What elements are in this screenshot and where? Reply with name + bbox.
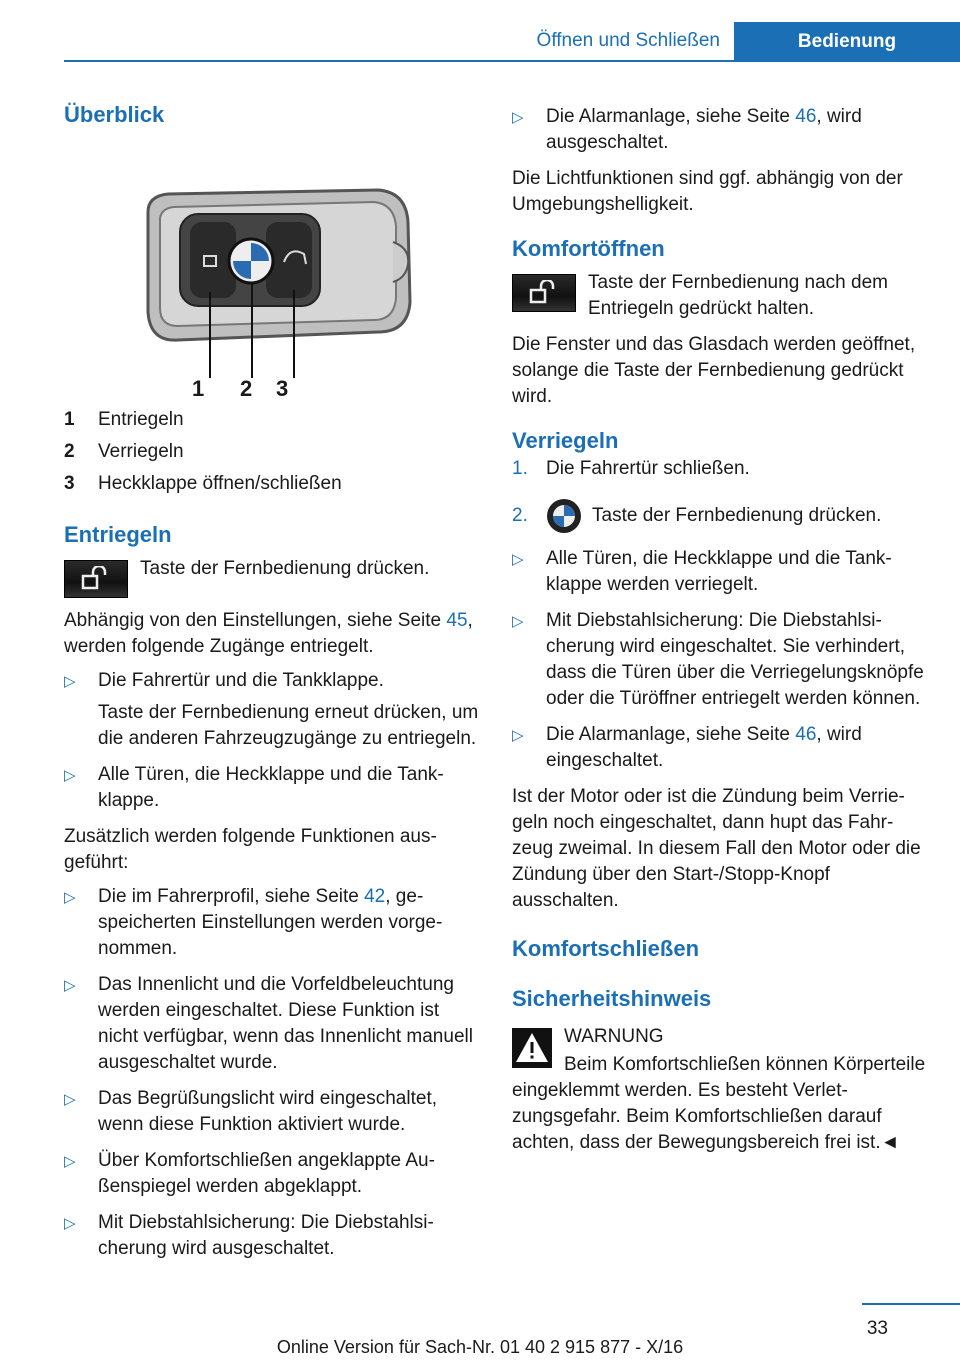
section-title-verriegeln: Verriegeln bbox=[512, 428, 619, 453]
paragraph: Abhängig von den Einstellungen, siehe Seite 45, werden folgende Zugänge entriegelt. bbox=[64, 610, 473, 657]
left-column bbox=[64, 100, 479, 1272]
step-item: 1. Die Fahrertür schließen. bbox=[512, 458, 750, 479]
figure-label-2: 2 bbox=[240, 376, 253, 401]
footer-rule bbox=[862, 1303, 960, 1305]
legend-item: 3 Heckklappe öffnen/schließen bbox=[64, 473, 342, 494]
list-item: ▷ Über Komfortschließen angeklappte Außenspiegel werden abgeklappt. bbox=[64, 1148, 479, 1200]
bmw-logo-icon bbox=[546, 498, 582, 534]
page-link-45[interactable]: 45 bbox=[446, 610, 468, 631]
legend-item: 2 Verriegeln bbox=[64, 441, 184, 462]
triangle-bullet-icon: ▷ bbox=[64, 673, 76, 690]
header-rule bbox=[64, 60, 960, 62]
triangle-bullet-icon: ▷ bbox=[64, 889, 76, 906]
list-item: ▷ Mit Diebstahlsicherung: Die Diebstahlsicherung wird eingeschaltet. Sie verhindert, dass die Türen über die Verriegelungsknöpfe oder die Türöffner entriegelt werden können. bbox=[512, 608, 927, 712]
paragraph: Die Lichtfunktionen sind ggf. abhängig von der Umgebungshelligkeit. bbox=[512, 168, 903, 215]
paragraph: Zusätzlich werden folgende Funktionen ausgeführt: bbox=[64, 826, 437, 873]
step-item: 2. Taste der Fernbedienung drücken. bbox=[512, 498, 927, 534]
remote-key-figure bbox=[138, 182, 418, 382]
list-item: ▷ Die Fahrertür und die Tankklappe. Taste der Fernbedienung erneut drücken, um die anderen Fahrzeugzugänge zu entriegeln. bbox=[64, 668, 479, 752]
footer-text: Online Version für Sach-Nr. 01 40 2 915 877 - X/16 bbox=[276, 1337, 684, 1357]
figure-legend bbox=[64, 404, 479, 500]
legend-item: 1 Entriegeln bbox=[64, 409, 184, 430]
paragraph: Ist der Motor oder ist die Zündung beim Verriegeln noch eingeschaltet, dann hupt das Fahrzeug zweimal. In diesem Fall den Motor oder die Zündung über den Start-/Stopp-Knopf ausschalten. bbox=[512, 786, 921, 911]
triangle-bullet-icon: ▷ bbox=[64, 767, 76, 784]
unlock-key-icon bbox=[64, 560, 128, 598]
page-link-46[interactable]: 46 bbox=[795, 106, 817, 127]
page-number: 33 bbox=[866, 1318, 888, 1339]
page-link-42[interactable]: 42 bbox=[364, 886, 386, 907]
header-section-title: Öffnen und Schließen bbox=[536, 30, 720, 51]
paragraph: Die Fenster und das Glasdach werden geöffnet, solange die Taste der Fernbedienung gedrückt wird. bbox=[512, 334, 916, 407]
key-instruction: Taste der Fernbedienung drücken. bbox=[64, 556, 479, 598]
warning-heading: WARNUNG bbox=[564, 1026, 664, 1047]
triangle-bullet-icon: ▷ bbox=[64, 977, 76, 994]
step-list bbox=[512, 456, 927, 534]
section-title-entriegeln: Entriegeln bbox=[64, 522, 172, 547]
triangle-bullet-icon: ▷ bbox=[64, 1215, 76, 1232]
triangle-bullet-icon: ▷ bbox=[64, 1153, 76, 1170]
list-item: ▷ Die Alarmanlage, siehe Seite 46, wird eingeschaltet. bbox=[512, 722, 927, 774]
triangle-bullet-icon: ▷ bbox=[512, 613, 524, 630]
section-title-komfortschliessen: Komfortschließen bbox=[512, 936, 700, 961]
triangle-bullet-icon: ▷ bbox=[512, 551, 524, 568]
list-item: ▷ Das Begrüßungslicht wird eingeschaltet, wenn diese Funktion aktiviert wurde. bbox=[64, 1086, 479, 1138]
triangle-bullet-icon: ▷ bbox=[64, 1091, 76, 1108]
key-instruction: Taste der Fernbedienung nach dem Entriegeln gedrückt halten. bbox=[512, 270, 927, 322]
list-item: ▷ Mit Diebstahlsicherung: Die Diebstahlsicherung wird ausgeschaltet. bbox=[64, 1210, 479, 1262]
figure-label-1: 1 bbox=[192, 376, 205, 401]
list-item: ▷ Alle Türen, die Heckklappe und die Tankklappe werden verriegelt. bbox=[512, 546, 927, 598]
section-title-komfortoeffnen: Komfortöffnen bbox=[512, 236, 665, 261]
section-title-ueberblick: Überblick bbox=[64, 102, 165, 127]
list-item: ▷ Die Alarmanlage, siehe Seite 46, wird ausgeschaltet. bbox=[512, 104, 927, 156]
right-column bbox=[512, 104, 927, 1162]
list-item: ▷ Das Innenlicht und die Vorfeldbeleuchtung werden eingeschaltet. Diese Funktion ist nicht verfügbar, wenn das Innenlicht manuell ausgeschaltet wurde. bbox=[64, 972, 479, 1076]
figure-label-3: 3 bbox=[276, 376, 289, 401]
warning-icon bbox=[512, 1028, 552, 1068]
section-title-sicherheitshinweis: Sicherheitshinweis bbox=[512, 986, 712, 1011]
page-link-46[interactable]: 46 bbox=[795, 724, 817, 745]
warning-text: Beim Komfortschließen können Körperteile eingeklemmt werden. Es besteht Verletzungsgefahr. Beim Komfortschließen darauf achten, dass der Bewegungsbereich frei ist.◄ bbox=[512, 1054, 926, 1153]
triangle-bullet-icon: ▷ bbox=[512, 109, 524, 126]
list-item: ▷ Die im Fahrerprofil, siehe Seite 42, gespeicherten Einstellungen werden vorgenommen. bbox=[64, 884, 479, 962]
header-tab: Bedienung bbox=[734, 22, 960, 62]
triangle-bullet-icon: ▷ bbox=[512, 727, 524, 744]
unlock-key-icon bbox=[512, 274, 576, 312]
list-item: ▷ Alle Türen, die Heckklappe und die Tankklappe. bbox=[64, 762, 479, 814]
